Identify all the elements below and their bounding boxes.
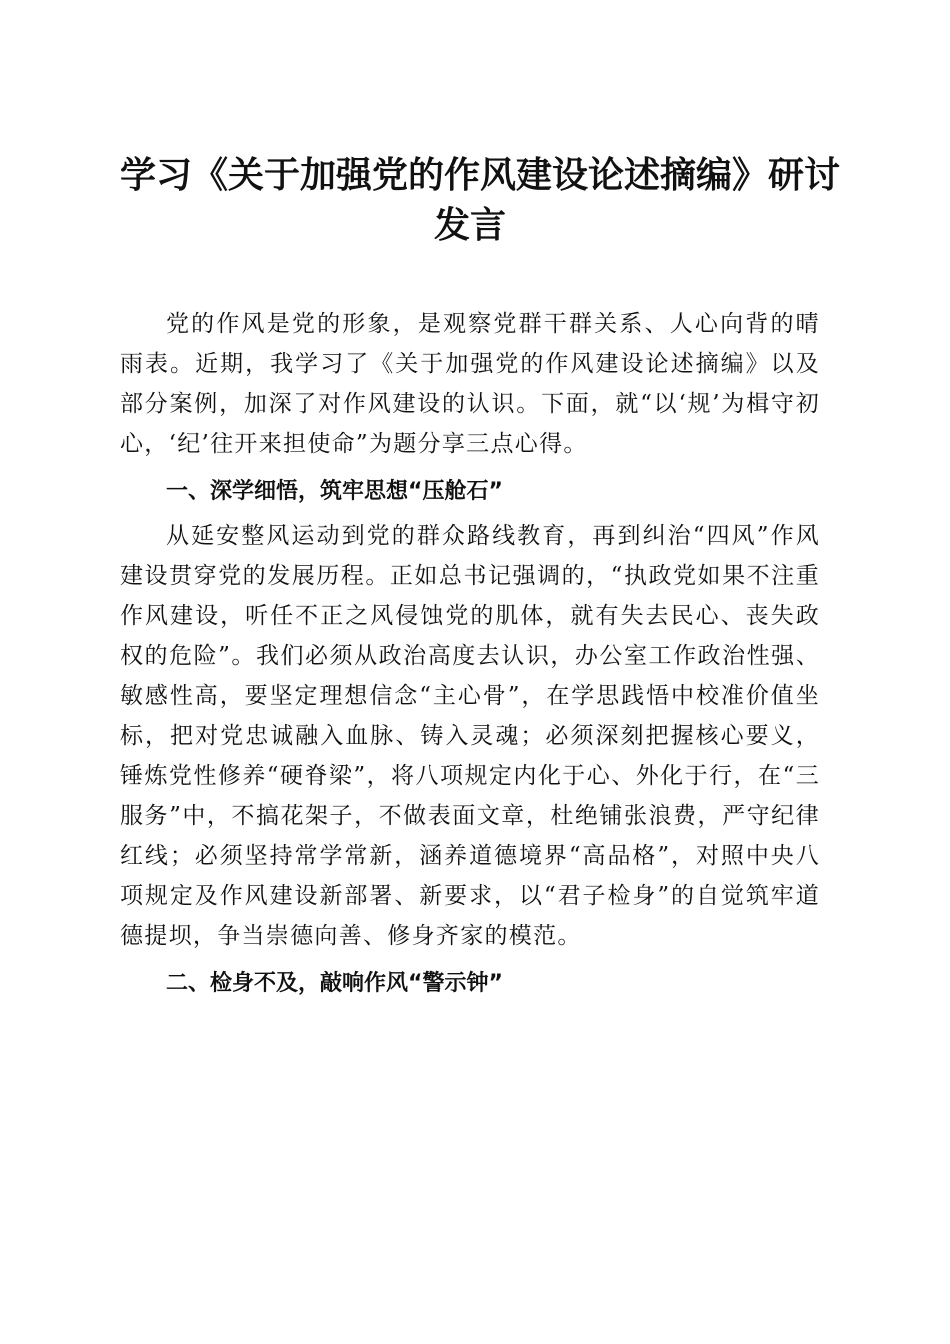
document-body bbox=[120, 304, 820, 1004]
document-title-line-1: 学习《关于加强党的作风建设论述摘编》研讨 bbox=[120, 154, 841, 196]
section-heading-1: 一、深学细悟，筑牢思想“压舱石” bbox=[166, 479, 503, 504]
intro-paragraph: 党的作风是党的形象，是观察党群干群关系、人心向背的晴雨表。近期，我学习了《关于加强党的作风建设论述摘编》以及部分案例，加深了对作风建设的认识。下面，就“以‘规’为楫守初心，‘纪’往开来担使命”为题分享三点心得。 bbox=[120, 311, 820, 457]
document-title-line-2: 发言 bbox=[433, 204, 506, 246]
section-heading-2: 二、检身不及，敲响作风“警示钟” bbox=[166, 971, 503, 996]
document-title bbox=[120, 150, 841, 250]
section-paragraph-1: 从延安整风运动到党的群众路线教育，再到纠治“四风”作风建设贯穿党的发展历程。正如总书记强调的，“执政党如果不注重作风建设，听任不正之风侵蚀党的肌体，就有失去民心、丧失政权的危险”。我们必须从政治高度去认识，办公室工作政治性强、敏感性高，要坚定理想信念“主心骨”，在学思践悟中校准价值坐标，把对党忠诚融入血脉、铸入灵魂；必须深刻把握核心要义，锤炼党性修养“硬脊梁”，将八项规定内化于心、外化于行，在“三服务”中，不搞花架子，不做表面文章，杜绝铺张浪费，严守纪律红线；必须坚持常学常新，涵养道德境界“高品格”，对照中央八项规定及作风建设新部署、新要求，以“君子检身”的自觉筑牢道德提坝，争当崇德向善、修身齐家的模范。 bbox=[120, 523, 820, 949]
document-page bbox=[120, 150, 841, 1008]
